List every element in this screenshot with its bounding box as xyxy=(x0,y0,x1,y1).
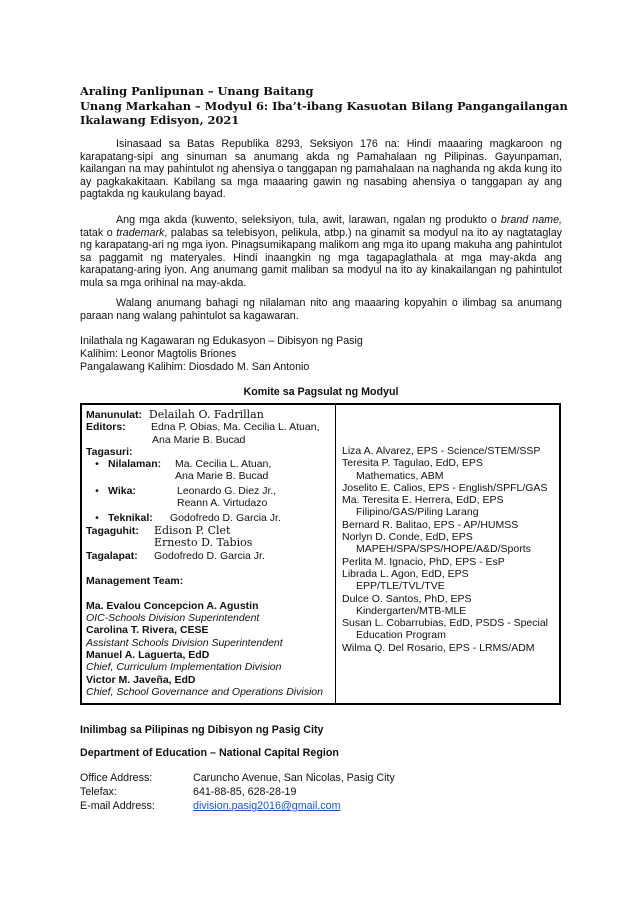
supervisor-entry-area: Filipino/GAS/Piling Larang xyxy=(356,506,479,519)
management-team-label: Management Team: xyxy=(86,574,184,587)
department-line: Department of Education – National Capital Region xyxy=(80,747,339,759)
supervisor-entry: Perlita M. Ignacio, PhD, EPS - EsP xyxy=(342,555,505,568)
supervisor-entry-area: MAPEH/SPA/SPS/HOPE/A&D/Sports xyxy=(356,543,531,556)
supervisor-entry-area: Mathematics, ABM xyxy=(356,469,444,482)
committee-right-column xyxy=(342,445,562,654)
printed-in-line: Inilimbag sa Pilipinas ng Dibisyon ng Pasig City xyxy=(80,724,324,736)
committee-left-column xyxy=(86,409,336,698)
content-reviewer-row-2: Ana Marie B. Bucad xyxy=(175,470,269,483)
supervisor-entry: Wilma Q. Del Rosario, EPS - LRMS/ADM xyxy=(342,641,535,654)
mgmt-member-3-name: Manuel A. Laguerta, EdD xyxy=(86,649,210,662)
mgmt-member-1-name: Ma. Evalou Concepcion A. Agustin xyxy=(86,599,259,612)
technical-reviewer-row: • Teknikal: Godofredo D. Garcia Jr. xyxy=(86,512,336,524)
mgmt-member-3-title: Chief, Curriculum Implementation Division xyxy=(86,661,282,674)
supervisor-entry: Ma. Teresita E. Herrera, EdD, EPS xyxy=(342,494,504,507)
telefax-value: 641-88-85, 628-28-19 xyxy=(193,786,297,798)
office-address-value: Caruncho Avenue, San Nicolas, Pasig City xyxy=(193,772,395,784)
illustrator-row-2: Ernesto D. Tabios xyxy=(154,535,253,549)
email-link[interactable]: division.pasig2016@gmail.com xyxy=(193,800,341,812)
telefax-label: Telefax: xyxy=(80,786,117,798)
language-reviewer-row-2: Reann A. Virtudazo xyxy=(177,497,268,510)
committee-table xyxy=(80,403,561,705)
editors-row: Editors: Edna P. Obias, Ma. Cecilia L. Atuan, xyxy=(86,421,320,434)
supervisor-entry: Teresita P. Tagulao, EdD, EPS xyxy=(342,457,483,470)
module-header xyxy=(80,84,580,128)
supervisor-entry: Liza A. Alvarez, EPS - Science/STEM/SSP xyxy=(342,445,541,457)
language-reviewer-row: • Wika: Leonardo G. Diez Jr., xyxy=(86,485,336,497)
editors-row-2: Ana Marie B. Bucad xyxy=(152,433,246,446)
writer-name: Delailah O. Fadrillan xyxy=(148,408,264,421)
mgmt-member-4-title: Chief, School Governance and Operations Division xyxy=(86,685,323,698)
layout-artist-row: Tagalapat: Godofredo D. Garcia Jr. xyxy=(86,550,265,563)
mgmt-member-4-name: Victor M. Javeña, EdD xyxy=(86,673,196,686)
secretary-line: Kalihim: Leonor Magtolis Briones xyxy=(80,348,237,360)
bullet-icon: • xyxy=(95,484,99,497)
supervisor-entry: Joselito E. Calios, EPS - English/SPFL/GAS xyxy=(342,481,548,494)
mgmt-member-2-name: Carolina T. Rivera, CESE xyxy=(86,624,209,637)
content-reviewer-row: • Nilalaman: Ma. Cecilia L. Atuan, xyxy=(86,458,336,470)
supervisor-entry-area: Education Program xyxy=(356,629,446,642)
mgmt-member-1-title: OIC-Schools Division Superintendent xyxy=(86,612,260,625)
supervisor-entry: Bernard R. Balitao, EPS - AP/HUMSS xyxy=(342,518,519,531)
copyright-paragraph-3: Walang anumang bahagi ng nilalaman nito ang maaaring kopyahin o ilimbag sa anumang paraan nang walang pahintulot sa kagawaran. xyxy=(80,297,562,322)
supervisor-entry-area: Kindergarten/MTB-MLE xyxy=(356,604,467,617)
committee-title: Komite sa Pagsulat ng Modyul xyxy=(243,386,399,398)
office-address-row xyxy=(80,772,395,784)
supervisor-entry: Norlyn D. Conde, EdD, EPS xyxy=(342,531,473,544)
supervisor-entry: Dulce O. Santos, PhD, EPS xyxy=(342,592,472,605)
email-row xyxy=(80,800,341,812)
undersecretary-line: Pangalawang Kalihim: Diosdado M. San Antonio xyxy=(80,361,310,373)
supervisor-entry: Susan L. Cobarrubias, EdD, PSDS - Special xyxy=(342,617,549,630)
copyright-paragraph-1: Isinasaad sa Batas Republika 8293, Seksiyon 176 na: Hindi maaaring magkaroon ng karapatang-sipi ang sinuman sa anumang akda ng Pamahalaan ng Pilipinas. Gayunpaman, kailangan na may pahintulot ng ahensiya o tanggapan ng pamahalaan na naghanda ng akda kung ito ay pagkakakitaan. Kabilang sa mga maaaring gawin ng nasabing ahensiya o tanggapan ay ang pagtakda ng kaukulang bayad. xyxy=(80,138,562,201)
subject-title: Araling Panlipunan – Unang Baitang xyxy=(80,84,314,98)
office-address-label: Office Address: xyxy=(80,772,153,784)
supervisor-entry: Librada L. Agon, EdD, EPS xyxy=(342,567,469,580)
writer-row: Manunulat: Delailah O. Fadrillan xyxy=(86,408,264,421)
publisher-line: Inilathala ng Kagawaran ng Edukasyon – Dibisyon ng Pasig xyxy=(80,335,363,347)
email-label: E-mail Address: xyxy=(80,800,155,812)
illustrator-row: Tagaguhit: Edison P. Clet xyxy=(86,523,231,537)
supervisor-entry-area: EPP/TLE/TVL/TVE xyxy=(356,580,445,593)
reviewers-label: Tagasuri: xyxy=(86,445,133,458)
telefax-row xyxy=(80,786,296,798)
bullet-icon: • xyxy=(95,512,99,525)
copyright-paragraph-2: Ang mga akda (kuwento, seleksiyon, tula, awit, larawan, ngalan ng produkto o brand name, tatak o trademark, palabas sa telebisyon, pelikula, atbp.) na ginamit sa modyul na ito ay nagtataglay ng karapatang-ari ng mga iyon. Pinagsumikapang malikom ang mga ito upang makuha ang pahintulot sa paggamit ng materyales. Hindi inaangkin ng mga tagapaglathala at mga may-akda ang karapatang-aring iyon. Ang anumang gamit maliban sa modyul na ito ay kinakailangan ng pahintulot mula sa mga orihinal na may-akda. xyxy=(80,214,562,289)
module-title: Unang Markahan – Modyul 6: Iba’t-ibang Kasuotan Bilang Pangangailangan xyxy=(80,98,568,113)
mgmt-member-2-title: Assistant Schools Division Superintendent xyxy=(86,636,283,649)
edition-title: Ikalawang Edisyon, 2021 xyxy=(80,113,240,128)
bullet-icon: • xyxy=(95,458,99,471)
